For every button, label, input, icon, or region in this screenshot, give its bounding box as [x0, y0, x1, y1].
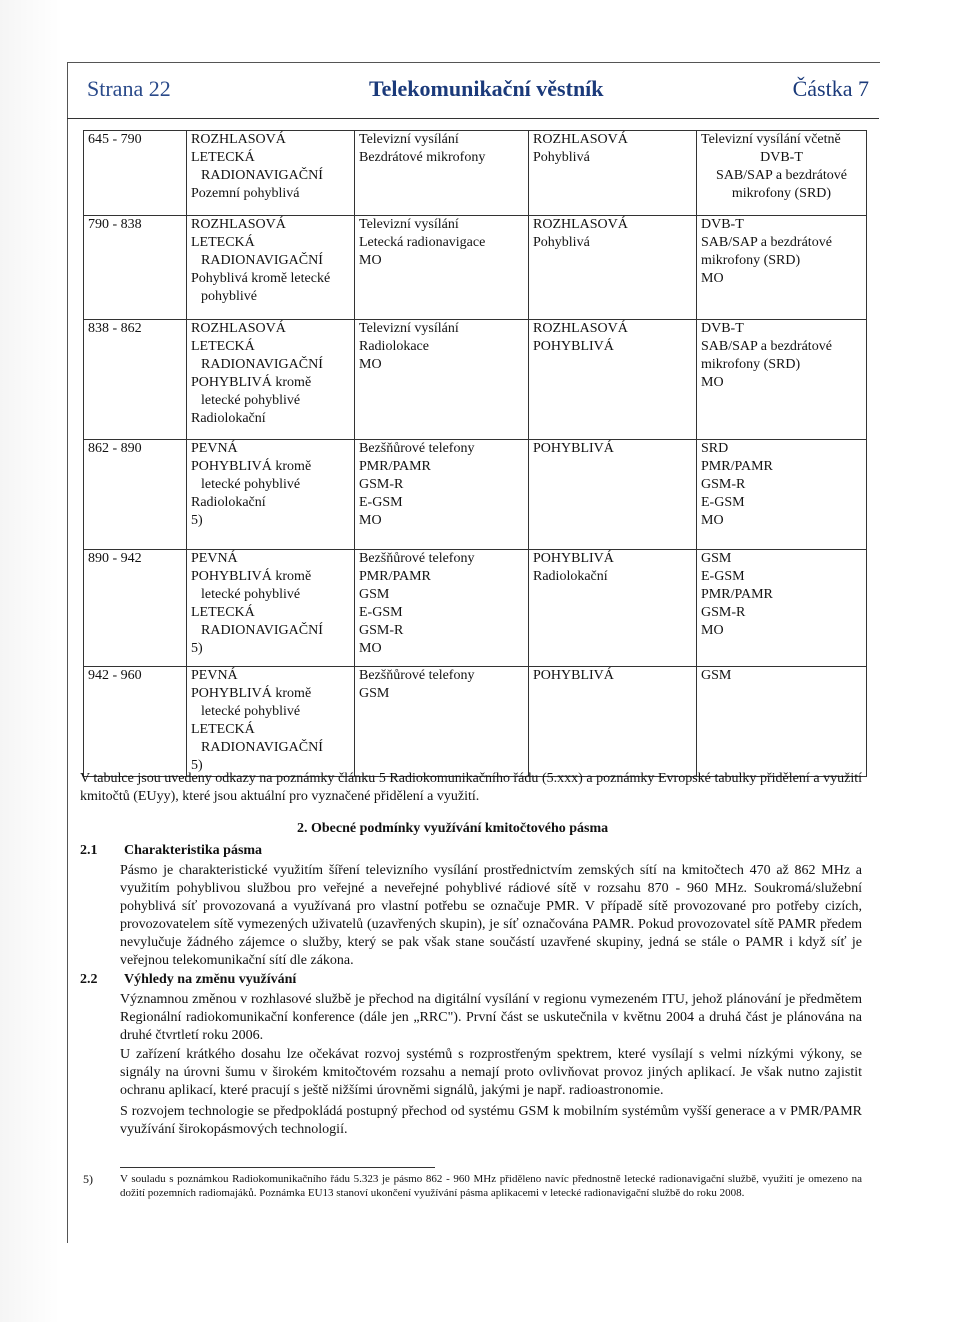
- cept-application-cell: [697, 550, 867, 667]
- cell-line: GSM: [359, 587, 390, 602]
- cell-line: LETECKÁ: [191, 722, 255, 737]
- table-row: [84, 131, 867, 216]
- cell-line: ROZHLASOVÁ: [191, 132, 286, 147]
- cell-line: RADIONAVIGAČNÍ: [201, 740, 323, 755]
- cell-line: LETECKÁ: [191, 150, 255, 165]
- band-cell: [84, 320, 187, 440]
- cell-line: mikrofony (SRD): [701, 357, 801, 372]
- table-row: [84, 440, 867, 550]
- cell-line: SAB/SAP a bezdrátové: [701, 235, 832, 250]
- cell-line: PEVNÁ: [191, 668, 238, 683]
- band-range: 942 - 960: [88, 668, 142, 683]
- cell-line: MO: [701, 271, 724, 286]
- cell-line: PMR/PAMR: [701, 587, 773, 602]
- cell-line: 5): [191, 758, 203, 773]
- cept-application-cell: [697, 320, 867, 440]
- page-label: Strana: [87, 76, 144, 101]
- application-cell: [355, 131, 529, 216]
- cell-line: Pohyblivá: [533, 235, 590, 250]
- scan-edge-shadow: [0, 0, 60, 1322]
- journal-title: Telekomunikační věstník: [369, 76, 604, 101]
- cell-line: mikrofony (SRD): [731, 186, 832, 201]
- cell-line: PEVNÁ: [191, 551, 238, 566]
- footnote-text: V souladu s poznámkou Radiokomunikačního řádu 5.323 je pásmo 862 - 960 MHz přiděleno navíc přednostně letecké radionavigační službě, využití je omezeno na dožití pozemních radiomajáků. Poznámka EU13 stanoví ukončení využívání pásma aplikacemi v letecké radionavigační službě do roku 2008.: [120, 1173, 862, 1199]
- section-2-1-paragraph: Pásmo je charakteristické využitím šíření televizního vysílání prostřednictvím zemských sítí na kmitočtech 470 až 862 MHz a využitím pohyblivou službou pro veřejné a neveřejné pohyblivé rádiové sítě v rozsahu 870 - 960 MHz. Soukromá/služební pohyblivá síť provozovaná a využívaná pro vlastní potřebu se označuje PMR. V případě sítě provozované pro potřeby cizích, provozovatelem sítě vymezených uživatelů (uzavřených skupin), je síť označována PAMR. Pokud provozovatel sítě PAMR předem nevylučuje žádného zájemce o služby, který se pak však stane součástí uzavřené skupiny, jedná se stále o PAMR i když síť je veřejnou telekomunikační sítí dle zákona.: [120, 863, 862, 968]
- cell-line: POHYBLIVÁ: [533, 668, 614, 683]
- footnote-separator: [120, 1167, 435, 1168]
- section-2-2-paragraph-1: Významnou změnou v rozhlasové službě je přechod na digitální vysílání v regionu vymezeném ITU, jehož plánování je předmětem Regionální radiokomunikační konference (dále jen „RRC"). První část se uskutečnila v květnu 2004 a druhá část je plánována na druhé čtvrtletí roku 2006.: [120, 992, 862, 1043]
- section-2-2-paragraph-3: S rozvojem technologie se předpokládá postupný přechod od systému GSM k mobilním systémům vyšší generace a v PMR/PAMR využívání širokopásmových technologií.: [120, 1104, 862, 1137]
- frequency-allocation-table: [83, 130, 867, 777]
- cell-line: POHYBLIVÁ: [533, 551, 614, 566]
- cell-line: letecké pohyblivé: [201, 587, 301, 602]
- cell-line: ROZHLASOVÁ: [533, 217, 628, 232]
- allocation-cell: [187, 131, 355, 216]
- band-range: 645 - 790: [88, 132, 142, 147]
- cell-line: POHYBLIVÁ: [533, 339, 614, 354]
- cept-application-cell: [697, 131, 867, 216]
- cell-line: RADIONAVIGAČNÍ: [201, 253, 323, 268]
- cell-line: PEVNÁ: [191, 441, 238, 456]
- cell-line: E-GSM: [359, 495, 403, 510]
- cell-line: Letecká radionavigace: [359, 235, 486, 250]
- band-cell: [84, 131, 187, 216]
- cell-line: MO: [701, 513, 724, 528]
- cept-application-cell: [697, 440, 867, 550]
- band-range: 838 - 862: [88, 321, 142, 336]
- issue-label: Částka 7: [792, 76, 869, 101]
- table-row: [84, 320, 867, 440]
- cell-line: GSM-R: [359, 623, 404, 638]
- cell-line: SAB/SAP a bezdrátové: [701, 339, 832, 354]
- cell-line: ROZHLASOVÁ: [533, 132, 628, 147]
- cell-line: POHYBLIVÁ kromě: [191, 375, 312, 390]
- cell-line: POHYBLIVÁ kromě: [191, 686, 312, 701]
- cell-line: Bezdrátové mikrofony: [359, 150, 486, 165]
- table-row: [84, 550, 867, 667]
- cell-line: RADIONAVIGAČNÍ: [201, 357, 323, 372]
- section-number-2-1: 2.1: [80, 843, 98, 858]
- cell-line: SAB/SAP a bezdrátové: [716, 168, 847, 183]
- section-number-2-2: 2.2: [80, 972, 98, 987]
- cell-line: MO: [701, 623, 724, 638]
- cell-line: 5): [191, 641, 203, 656]
- band-cell: [84, 550, 187, 667]
- band-range: 890 - 942: [88, 551, 142, 566]
- cell-line: PMR/PAMR: [701, 459, 773, 474]
- page-number-label: [87, 76, 171, 102]
- cell-line: GSM: [701, 668, 732, 683]
- cell-line: Bezšňůrové telefony: [359, 441, 475, 456]
- cept-allocation-cell: [529, 667, 697, 777]
- allocation-cell: [187, 216, 355, 320]
- cept-allocation-cell: [529, 550, 697, 667]
- cell-line: LETECKÁ: [191, 339, 255, 354]
- cept-allocation-cell: [529, 131, 697, 216]
- cell-line: letecké pohyblivé: [201, 704, 301, 719]
- cell-line: RADIONAVIGAČNÍ: [201, 623, 323, 638]
- cell-line: 5): [191, 513, 203, 528]
- cell-line: Radiolokační: [191, 411, 266, 426]
- cept-allocation-cell: [529, 320, 697, 440]
- cept-allocation-cell: [529, 216, 697, 320]
- cell-line: Bezšňůrové telefony: [359, 668, 475, 683]
- cell-line: Radiolokace: [359, 339, 429, 354]
- table-row: [84, 216, 867, 320]
- section-heading-2-1: Charakteristika pásma: [124, 843, 263, 858]
- cell-line: GSM: [701, 551, 732, 566]
- cell-line: pohyblivé: [201, 289, 257, 304]
- cell-line: Radiolokační: [533, 569, 608, 584]
- cell-line: letecké pohyblivé: [201, 477, 301, 492]
- application-cell: [355, 440, 529, 550]
- allocation-cell: [187, 550, 355, 667]
- cell-line: ROZHLASOVÁ: [191, 321, 286, 336]
- cell-line: MO: [359, 357, 382, 372]
- cell-line: PMR/PAMR: [359, 569, 431, 584]
- band-range: 862 - 890: [88, 441, 142, 456]
- cept-application-cell: [697, 216, 867, 320]
- cell-line: PMR/PAMR: [359, 459, 431, 474]
- cell-line: POHYBLIVÁ: [533, 441, 614, 456]
- cell-line: mikrofony (SRD): [701, 253, 801, 268]
- cell-line: Radiolokační: [191, 495, 266, 510]
- cell-line: LETECKÁ: [191, 605, 255, 620]
- cell-line: GSM-R: [701, 605, 746, 620]
- cell-line: GSM-R: [701, 477, 746, 492]
- cell-line: letecké pohyblivé: [201, 393, 301, 408]
- cell-line: Televizní vysílání: [359, 132, 459, 147]
- cell-line: Televizní vysílání: [359, 217, 459, 232]
- cell-line: RADIONAVIGAČNÍ: [201, 168, 323, 183]
- page-number: 22: [148, 76, 171, 101]
- cell-line: GSM: [359, 686, 390, 701]
- footnote-mark: 5): [83, 1172, 93, 1186]
- cell-line: MO: [359, 513, 382, 528]
- cell-line: Televizní vysílání: [359, 321, 459, 336]
- cell-line: E-GSM: [701, 569, 745, 584]
- cell-line: MO: [701, 375, 724, 390]
- application-cell: [355, 320, 529, 440]
- cell-line: Bezšňůrové telefony: [359, 551, 475, 566]
- allocation-cell: [187, 440, 355, 550]
- cell-line: DVB-T: [701, 217, 744, 232]
- section-title: 2. Obecné podmínky využívání kmitočtového pásma: [297, 821, 609, 836]
- application-cell: [355, 216, 529, 320]
- cell-line: DVB-T: [760, 150, 803, 165]
- band-cell: [84, 667, 187, 777]
- cell-line: POHYBLIVÁ kromě: [191, 569, 312, 584]
- cell-line: E-GSM: [701, 495, 745, 510]
- cell-line: LETECKÁ: [191, 235, 255, 250]
- cell-line: ROZHLASOVÁ: [191, 217, 286, 232]
- band-cell: [84, 440, 187, 550]
- cell-line: POHYBLIVÁ kromě: [191, 459, 312, 474]
- allocation-cell: [187, 320, 355, 440]
- table-row: [84, 667, 867, 777]
- section-heading-2-2: Výhledy na změnu využívání: [124, 972, 297, 987]
- cell-line: DVB-T: [701, 321, 744, 336]
- cept-application-cell: [697, 667, 867, 777]
- cell-line: MO: [359, 641, 382, 656]
- cell-line: ROZHLASOVÁ: [533, 321, 628, 336]
- cell-line: Pohyblivá: [533, 150, 590, 165]
- section-2-2-paragraph-2: U zařízení krátkého dosahu lze očekávat rozvoj systémů s rozprostřeným spektrem, které vysílají s velmi nízkými výkony, se signály na úrovni šumu v širokém kmitočtovém rozsahu a nemají proto ovlivňovat provoz jiných aplikací. Je však nutno zajistit ochranu aplikací, které pracují s ještě nižšími úrovněmi signálů, jakými je např. radioastronomie.: [120, 1047, 862, 1098]
- band-range: 790 - 838: [88, 217, 142, 232]
- cell-line: Pozemní pohyblivá: [191, 186, 300, 201]
- cell-line: SRD: [701, 441, 729, 456]
- application-cell: [355, 550, 529, 667]
- cell-line: MO: [359, 253, 382, 268]
- cell-line: E-GSM: [359, 605, 403, 620]
- cell-line: Pohyblivá kromě letecké: [191, 271, 331, 286]
- application-cell: [355, 667, 529, 777]
- page-header: [67, 62, 879, 119]
- allocation-cell: [187, 667, 355, 777]
- cell-line: GSM-R: [359, 477, 404, 492]
- intro-paragraph: V tabulce jsou uvedeny odkazy na poznámky článku 5 Radiokomunikačního řádu (5.xxx) a poznámky Evropské tabulky přidělení a využití kmitočtů (EUyy), které jsou aktuální pro vyznačené přidělení a využití.: [80, 771, 862, 804]
- cell-line: Televizní vysílání včetně: [701, 132, 841, 147]
- cept-allocation-cell: [529, 440, 697, 550]
- band-cell: [84, 216, 187, 320]
